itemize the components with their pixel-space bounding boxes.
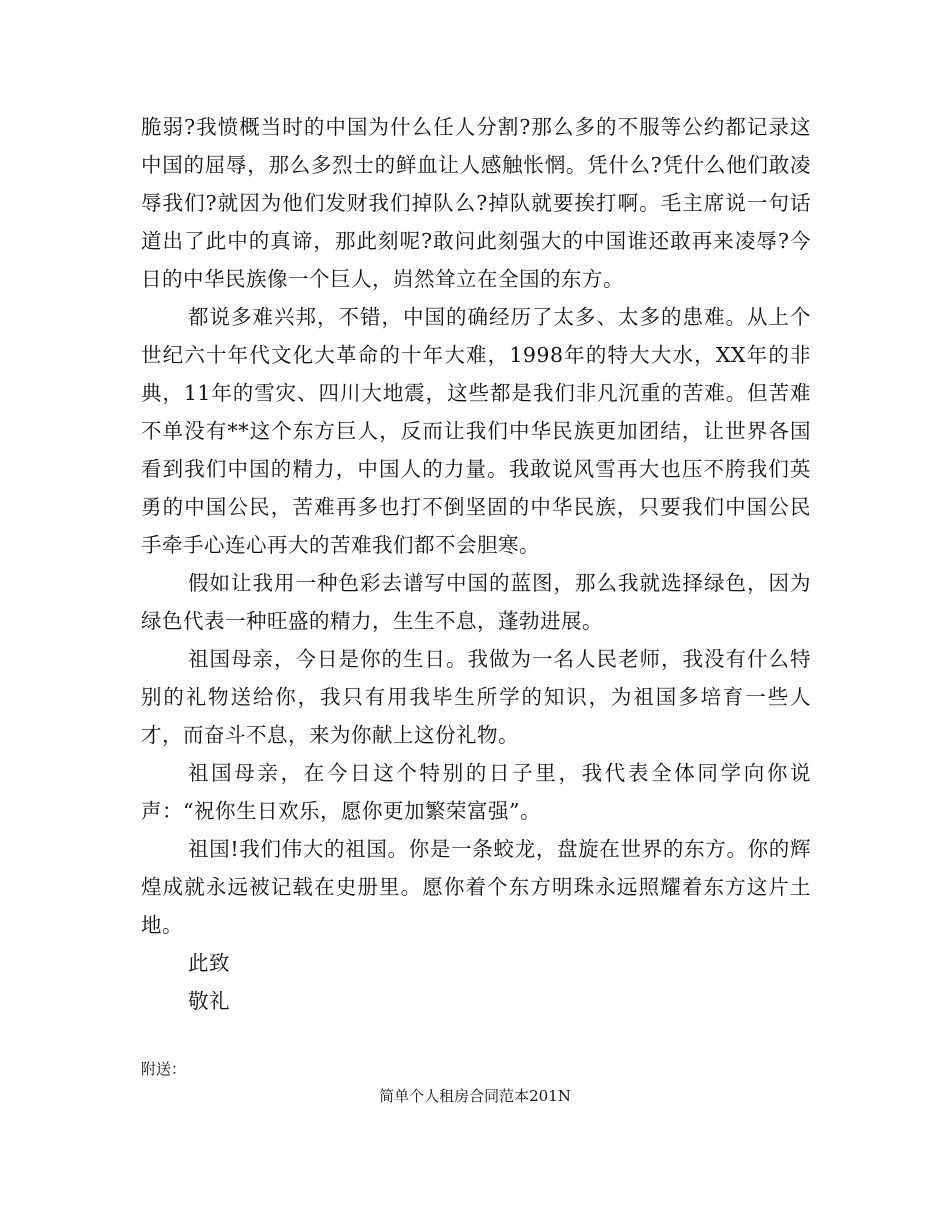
attachment-label: 附送： <box>141 1060 187 1078</box>
paragraph-dragon: 祖国!我们伟大的祖国。你是一条蛟龙，盘旋在世界的东方。你的辉煌成就永远被记载在史册里。愿你着个东方明珠永远照耀着东方这片土地。 <box>141 837 811 937</box>
paragraph-birthday-gift: 祖国母亲，今日是你的生日。我做为一名人民老师，我没有什么特别的礼物送给你，我只有用我毕生所学的知识，为祖国多培育一些人才，而奋斗不息，来为你献上这份礼物。 <box>141 647 811 747</box>
closing-salutation: 此致 <box>188 951 230 975</box>
paragraph-disasters: 都说多难兴邦，不错，中国的确经历了太多、太多的患难。从上个世纪六十年代文化大革命的十年大难，1998年的特大大水，XX年的非典，11年的雪灾、四川大地震，这些都是我们非凡沉重的苦难。但苦难不单没有**这个东方巨人，反而让我们中华民族更加团结，让世界各国看到我们中国的精力，中国人的力量。我敢说风雪再大也压不胯我们英勇的中国公民，苦难再多也打不倒坚固的中华民族，只要我们中国公民手牵手心连心再大的苦难我们都不会胆寒。 <box>141 305 811 557</box>
paragraph-green-blueprint: 假如让我用一种色彩去谱写中国的蓝图，那么我就选择绿色，因为绿色代表一种旺盛的精力，生生不息，蓬勃进展。 <box>141 571 811 633</box>
attachment-title: 简单个人租房合同范本201N <box>379 1087 571 1105</box>
closing-regards: 敬礼 <box>188 989 230 1013</box>
paragraph-birthday-wish: 祖国母亲，在今日这个特别的日子里，我代表全体同学向你说声：“祝你生日欢乐，愿你更加繁荣富强”。 <box>141 761 811 823</box>
letter-body <box>141 108 811 1020</box>
paragraph-continuation: 脆弱?我愤概当时的中国为什么任人分割?那么多的不服等公约都记录这中国的屈辱，那么多烈士的鲜血让人感触怅惘。凭什么?凭什么他们敢凌辱我们?就因为他们发财我们掉队么?掉队就要挨打啊。毛主席说一句话道出了此中的真谛，那此刻呢?敢问此刻强大的中国谁还敢再来凌辱?今日的中华民族像一个巨人，岿然耸立在全国的东方。 <box>141 115 811 291</box>
